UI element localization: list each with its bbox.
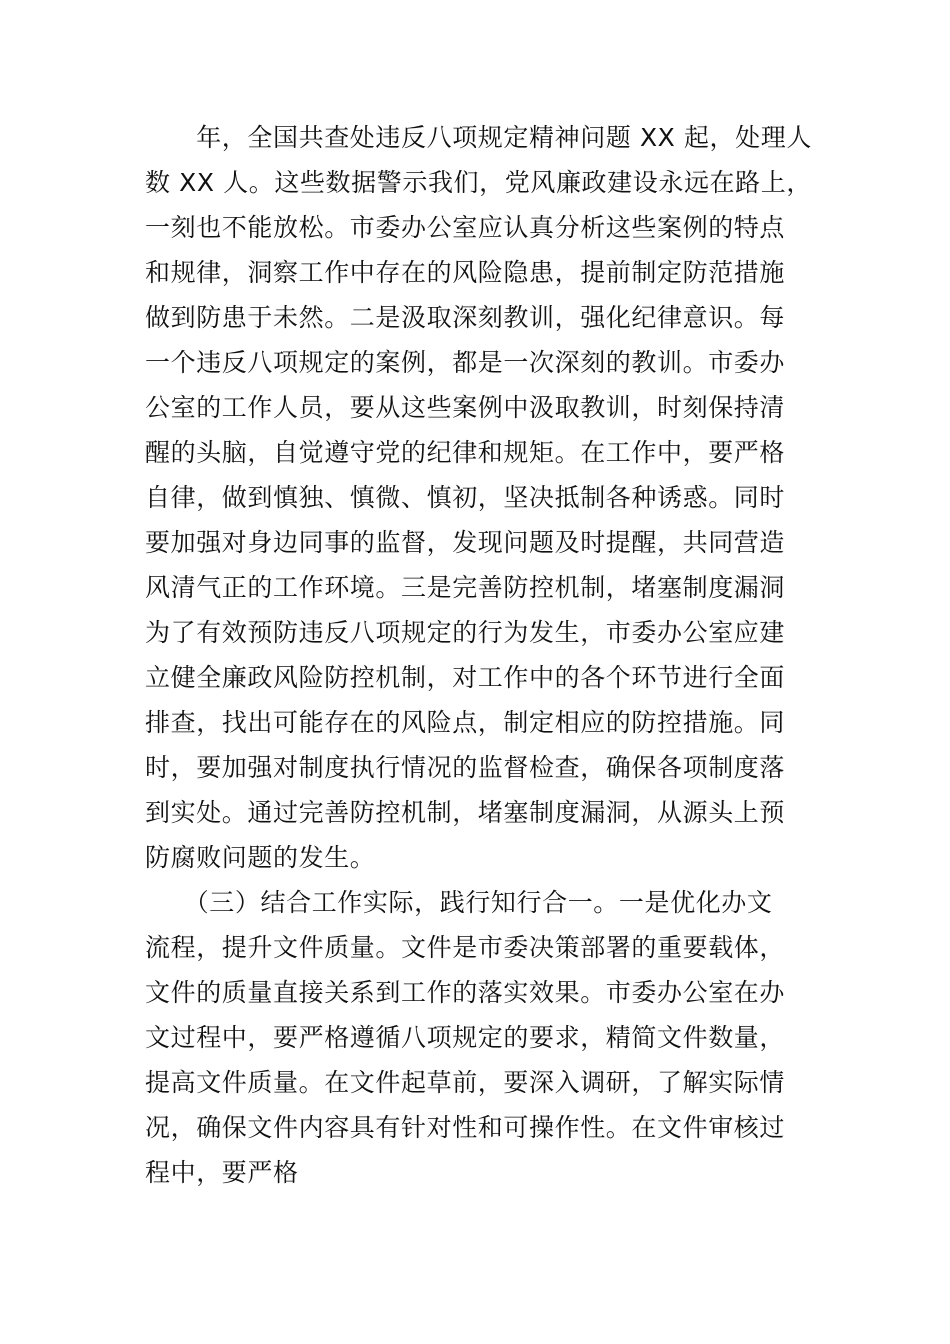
text-line: 立健全廉政风险防控机制，对工作中的各个环节进行全面: [145, 663, 786, 692]
text-line: 一刻也不能放松。市委办公室应认真分析这些案例的特点: [145, 213, 786, 242]
text-line: 况，确保文件内容具有针对性和可操作性。在文件审核过: [145, 1113, 786, 1142]
text-line: 一个违反八项规定的案例，都是一次深刻的教训。市委办: [145, 348, 786, 377]
text-line: 时，要加强对制度执行情况的监督检查，确保各项制度落: [145, 753, 786, 782]
text-line: 和规律，洞察工作中存在的风险隐患，提前制定防范措施: [145, 258, 786, 287]
text-line: 要加强对身边同事的监督，发现问题及时提醒，共同营造: [145, 528, 786, 557]
text-line: 数 XX 人。这些数据警示我们，党风廉政建设永远在路上，: [145, 168, 812, 197]
text-line: 公室的工作人员，要从这些案例中汲取教训，时刻保持清: [145, 393, 786, 422]
text-line: 自律，做到慎独、慎微、慎初，坚决抵制各种诱惑。同时: [145, 483, 786, 512]
text-line: 年，全国共查处违反八项规定精神问题 XX 起，处理人: [145, 123, 812, 152]
text-line: 程中，要严格: [145, 1158, 299, 1187]
text-line: 文过程中，要严格遵循八项规定的要求，精简文件数量，: [145, 1023, 786, 1052]
text-line: 排查，找出可能存在的风险点，制定相应的防控措施。同: [145, 708, 786, 737]
text-line: 为了有效预防违反八项规定的行为发生，市委办公室应建: [145, 618, 786, 647]
text-line: 文件的质量直接关系到工作的落实效果。市委办公室在办: [145, 978, 786, 1007]
text-line: 做到防患于未然。二是汲取深刻教训，强化纪律意识。每: [145, 303, 786, 332]
text-line: 到实处。通过完善防控机制，堵塞制度漏洞，从源头上预: [145, 798, 786, 827]
text-line: 防腐败问题的发生。: [145, 843, 376, 872]
text-line: 流程，提升文件质量。文件是市委决策部署的重要载体，: [145, 933, 786, 962]
text-line: （三）结合工作实际，践行知行合一。一是优化办文: [145, 888, 773, 917]
text-line: 风清气正的工作环境。三是完善防控机制，堵塞制度漏洞: [145, 573, 786, 602]
text-line: 醒的头脑，自觉遵守党的纪律和规矩。在工作中，要严格: [145, 438, 786, 467]
text-line: 提高文件质量。在文件起草前，要深入调研，了解实际情: [145, 1068, 786, 1097]
